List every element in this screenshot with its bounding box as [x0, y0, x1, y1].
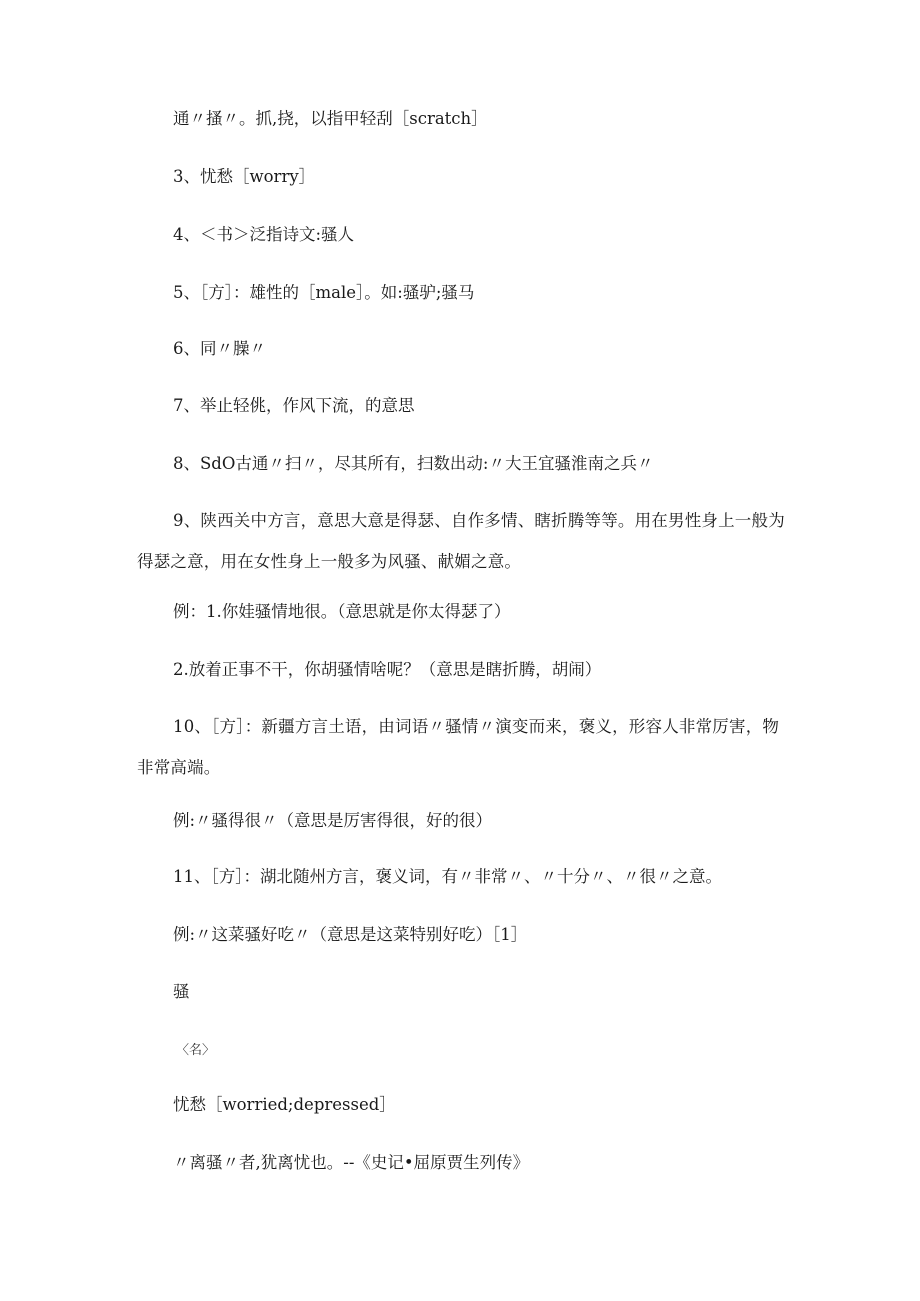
definition-paragraph-10: 10、［方］：新疆方言土语，由词语〃骚情〃演变而来，褒义，形容人非常厉害，物非常高端。	[137, 717, 780, 777]
definition-line-3: 3、忧愁［worry］	[173, 167, 316, 186]
definition-line-8: 8、SdO古通〃扫〃，尽其所有，扫数出动:〃大王宜骚淮南之兵〃	[173, 454, 654, 473]
definition-line-4: 4、＜书＞泛指诗文:骚人	[173, 225, 355, 244]
example-line-1: 例：1.你娃骚情地很。（意思就是你太得瑟了）	[173, 602, 511, 621]
definition-line-scratch: 通〃搔〃。抓,挠，以指甲轻刮［scratch］	[173, 109, 488, 128]
definition-line-6: 6、同〃臊〃	[173, 339, 266, 358]
example-line-4: 例:〃这菜骚好吃〃（意思是这菜特别好吃）［1］	[173, 925, 528, 944]
definition-line-7: 7、举止轻佻，作风下流，的意思	[173, 396, 415, 415]
example-line-3: 例:〃骚得很〃（意思是厉害得很，好的很）	[173, 811, 493, 830]
example-line-2: 2.放着正事不干，你胡骚情啥呢？（意思是瞎折腾，胡闹）	[173, 660, 602, 679]
noun-definition: 忧愁［worried;depressed］	[173, 1095, 396, 1114]
definition-line-11: 11、［方］：湖北随州方言，褒义词，有〃非常〃、〃十分〃、〃很〃之意。	[173, 867, 722, 886]
headword: 骚	[173, 982, 190, 1001]
definition-line-5: 5、［方］：雄性的［male］。如:骚驴;骚马	[173, 283, 475, 302]
definition-paragraph-9: 9、陕西关中方言，意思大意是得瑟、自作多情、瞎折腾等等。用在男性身上一般为得瑟之意，用在女性身上一般多为风骚、献媚之意。	[137, 511, 785, 571]
part-of-speech: 〈名〉	[176, 1043, 216, 1058]
citation-line: 〃离骚〃者,犹离忧也。--《史记•屈原贾生列传》	[173, 1153, 530, 1172]
